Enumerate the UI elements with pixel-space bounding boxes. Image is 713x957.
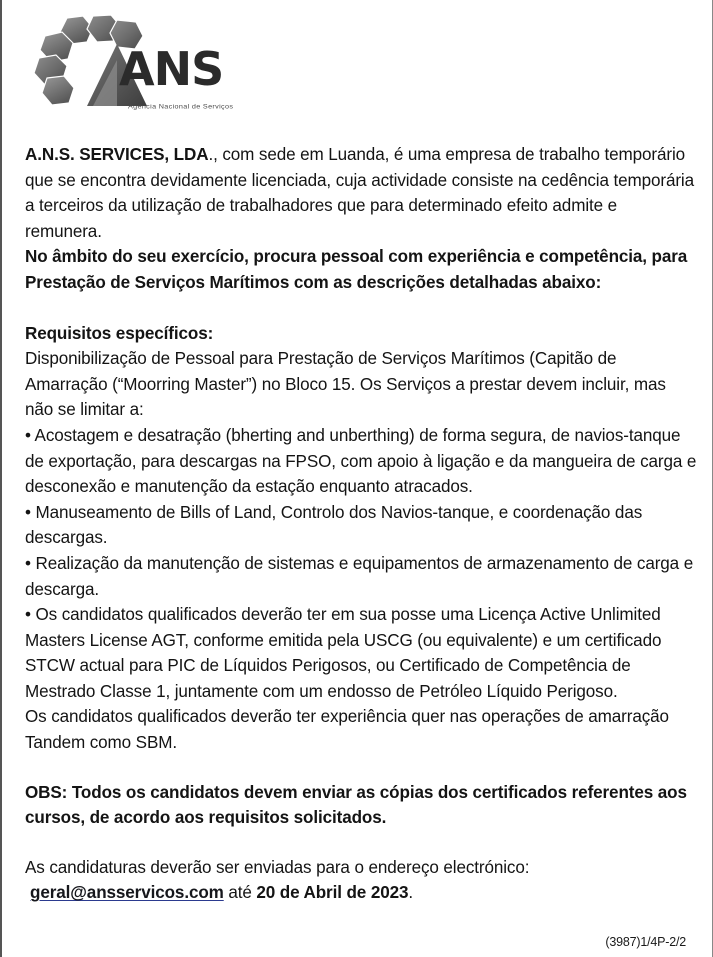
reference-code: (3987)1/4P-2/2 bbox=[605, 935, 686, 949]
section-spacer bbox=[25, 756, 697, 780]
section-spacer bbox=[25, 296, 697, 321]
application-contact-line bbox=[25, 880, 697, 906]
intro-text: ., com sede em Luanda, é uma empresa de trabalho temporário que se encontra devidamente licenciada, cuja actividade consiste na cedência temporária a terceiros da utilização de trabalhadores que para determinado efeito admite e remunera. bbox=[25, 145, 694, 241]
requirement-bullet: • Acostagem e desatração (bherting and unberthing) de forma segura, de navios-tanque de exportação, para descargas na FPSO, com apoio à ligação e da mangueira de carga e desconexão e manutenção da estação enquanto atracados. bbox=[25, 425, 697, 497]
observation-note: OBS: Todos os candidatos devem enviar as cópias dos certificados referentes aos cursos, de acordo aos requisitos solicitados. bbox=[25, 782, 687, 828]
requirement-bullet: • Realização da manutenção de sistemas e equipamentos de armazenamento de carga e descarga. bbox=[25, 553, 694, 599]
logo-tagline: Agência Nacional de Serviços bbox=[128, 102, 234, 111]
requirement-bullet: • Os candidatos qualificados deverão ter em sua posse uma Licença Active Unlimited Masters License AGT, conforme emitida pela USCG (ou equivalente) e um certificado STCW actual para PIC de Líquidos Perigosos, ou Certificado de Competência de Mestrado Classe 1, juntamente com um endosso de Petróleo Líquido Perigoso. bbox=[25, 605, 662, 701]
bold-statement: No âmbito do seu exercício, procura pessoal com experiência e competência, para Prestação de Serviços Marítimos com as descrições detalhadas abaixo: bbox=[25, 247, 688, 292]
intro-paragraph bbox=[25, 142, 697, 244]
application-instruction: As candidaturas deverão ser enviadas para o endereço electrónico: bbox=[25, 857, 530, 877]
logo-wordmark: ANS bbox=[119, 42, 224, 96]
requirement-bullet: • Manuseamento de Bills of Land, Controlo dos Navios-tanque, e coordenação das descargas. bbox=[25, 502, 643, 548]
company-name: A.N.S. SERVICES, LDA bbox=[25, 145, 209, 164]
company-logo bbox=[31, 14, 261, 114]
requirements-lead: Disponibilização de Pessoal para Prestação de Serviços Marítimos (Capitão de Amarração (“Moorring Master”) no Bloco 15. Os Serviços a prestar devem incluir, mas não se limitar a: bbox=[25, 349, 666, 420]
deadline-date: 20 de Abril de 2023 bbox=[256, 883, 409, 903]
email-link[interactable]: geral@ansservicos.com bbox=[30, 883, 224, 903]
requirements-closing: Os candidatos qualificados deverão ter experiência quer nas operações de amarração Tandem como SBM. bbox=[25, 707, 669, 753]
section-spacer bbox=[25, 831, 697, 855]
page-content-area bbox=[21, 0, 696, 957]
document-body bbox=[25, 142, 697, 906]
requirements-heading: Requisitos específicos: bbox=[25, 323, 214, 343]
connector-text: até bbox=[223, 883, 257, 903]
sentence-period: . bbox=[408, 883, 414, 903]
